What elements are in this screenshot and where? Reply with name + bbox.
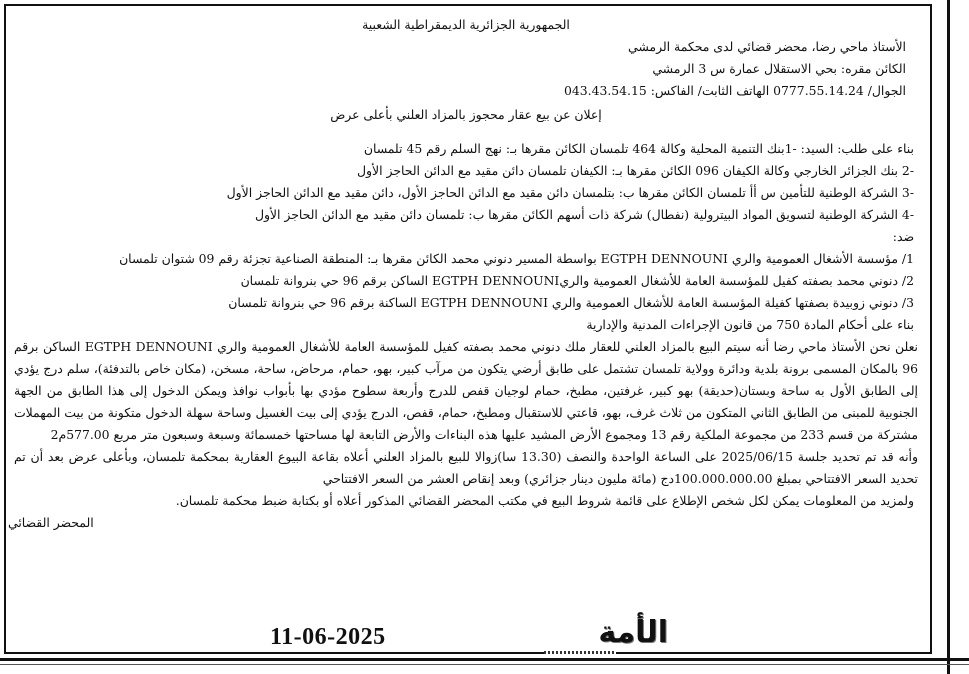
requester-1: بناء على طلب: السيد: -1بنك التنمية المحلية وكالة 464 تلمسان الكائن مقرها بـ: نهج السلم رقم 45 تلمسان — [363, 141, 914, 156]
defendant-2: 2/ دنوني محمد بصفته كفيل للمؤسسة العامة للأشغال العمومية والريEGTPH DENNOUNI الساكن برقم 96 حي بنروانة تلمسان — [240, 273, 914, 288]
publication-footer — [8, 616, 924, 656]
right-border-rule — [947, 0, 950, 674]
legal-basis: بناء على أحكام المادة 750 من قانون الإجراءات المدنية والإدارية — [586, 317, 914, 332]
information-line: ولمزيد من المعلومات يمكن لكل شخص الإطلاع على قائمة شروط البيع في مكتب المحضر القضائي المذكور أعلاه أو بكتابة ضبط محكمة تلمسان. — [175, 493, 914, 508]
bottom-rule-thin — [0, 664, 969, 665]
signature: المحضر القضائي — [8, 515, 94, 530]
legal-notice — [8, 14, 924, 534]
defendant-3: 3/ دنوني زوبيدة بصفتها كفيلة المؤسسة العامة للأشغال العمومية والري EGTPH DENNOUNI الساكنة برقم 96 حي بنروانة تلمسان — [228, 295, 914, 310]
auction-session: وأنه قد تم تحديد جلسة 2025/06/15 على الساعة الواحدة والنصف (13.30 سا)زوالا للبيع بالمزاد العلني أعلاه بقاعة البيوع العقارية بمحكمة تلمسان، وبأعلى عرض بعد أن تم تحديد السعر الافتتاحي بمبلغ 100.000.000.00دج (مائة مليون دينار جزائري) وبعد إنقاص العشر من السعر الافتتاحي — [14, 449, 918, 486]
newspaper-logo — [538, 615, 668, 652]
property-description: نعلن نحن الأستاذ ماحي رضا أنه سيتم البيع بالمزاد العلني للعقار ملك دنوني محمد بصفته كفيل للمؤسسة العامة للأشغال العمومية والري EGTPH DENNOUNI الساكن برقم 96 بالمكان المسمى برونة بلدية ودائرة وولاية تلمسان تشتمل على طابق أرضي يتكون من مرآب كبير، بهو، حمام، مرحاض، ساحة، مسخن، (مكان خاص بالتدفئة)، سلم درج يؤدي إلى الطابق الأول به ساحة وبستان(حديقة) بهو كبير، غرفتين، مطبخ، حمام لوجيان قفص للدرج وأربعة سطوح مؤدي بها بأبواب نوافذ ويمكن الدخول إلى هذا الطابق من الجهة الجنوبية للمبنى من الطابق الثاني المتكون من ثلاث غرف، بهو، قاعتي للاستقبال ومطبخ، حمام، قفص، الدرج يؤدي إلى بيت الغسيل وساحة سهلة الدخول متكونة من بيت المهملات مشتركة من قسم 233 من مجموعة الملكية رقم 13 ومجموع الأرض المشيد عليها هذه البناءات والأرض التابعة لها مساحتها خمسمائة وسبعة وسبعون متر مربع 577.00م2 — [14, 339, 919, 442]
requester-3: -3 الشركة الوطنية للتأمين س أأ تلمسان الكائن مقرها ب: بتلمسان دائن مقيد مع الدائن الحاجز الأول، دائن مقيد مع الدائن الحاجز الأول — [226, 185, 914, 200]
bailiff-contact: الجوال/ 0777.55.14.24 الهاتف الثابت/ الفاكس: 043.43.54.15 — [564, 83, 906, 98]
notice-title: إعلان عن بيع عقار محجوز بالمزاد العلني بأعلى عرض — [330, 107, 602, 122]
logo-underline — [544, 651, 616, 654]
bottom-rule — [0, 658, 969, 661]
bailiff-address: الكائن مقره: بحي الاستقلال عمارة س 3 الرمشي — [652, 61, 906, 76]
against-label: ضد: — [892, 229, 914, 244]
requester-4: -4 الشركة الوطنية لتسويق المواد البيترولية (نفطال) شركة ذات أسهم الكائن مقرها ب: تلمسان دائن مقيد مع الدائن الحاجز الأول — [254, 207, 914, 222]
defendant-1: 1/ مؤسسة الأشغال العمومية والري EGTPH DENNOUNI بواسطة المسير دنوني محمد الكائن مقرها بـ: المنطقة الصناعية تجزئة رقم 09 شتوان تلمسان — [119, 251, 914, 266]
requester-2: -2 بنك الجزائر الخارجي وكالة الكيفان 096 الكائن مقرها بـ: الكيفان تلمسان دائن مقيد مع الدائن الحاجز الأول — [357, 163, 914, 178]
newspaper-logo-text: الأمة — [598, 615, 668, 650]
republic-heading: الجمهورية الجزائرية الديمقراطية الشعبية — [362, 17, 570, 32]
bailiff-name: الأستاذ ماحي رضا، محضر قضائي لدى محكمة الرمشي — [628, 39, 906, 54]
publication-date: 11-06-2025 — [270, 624, 386, 650]
